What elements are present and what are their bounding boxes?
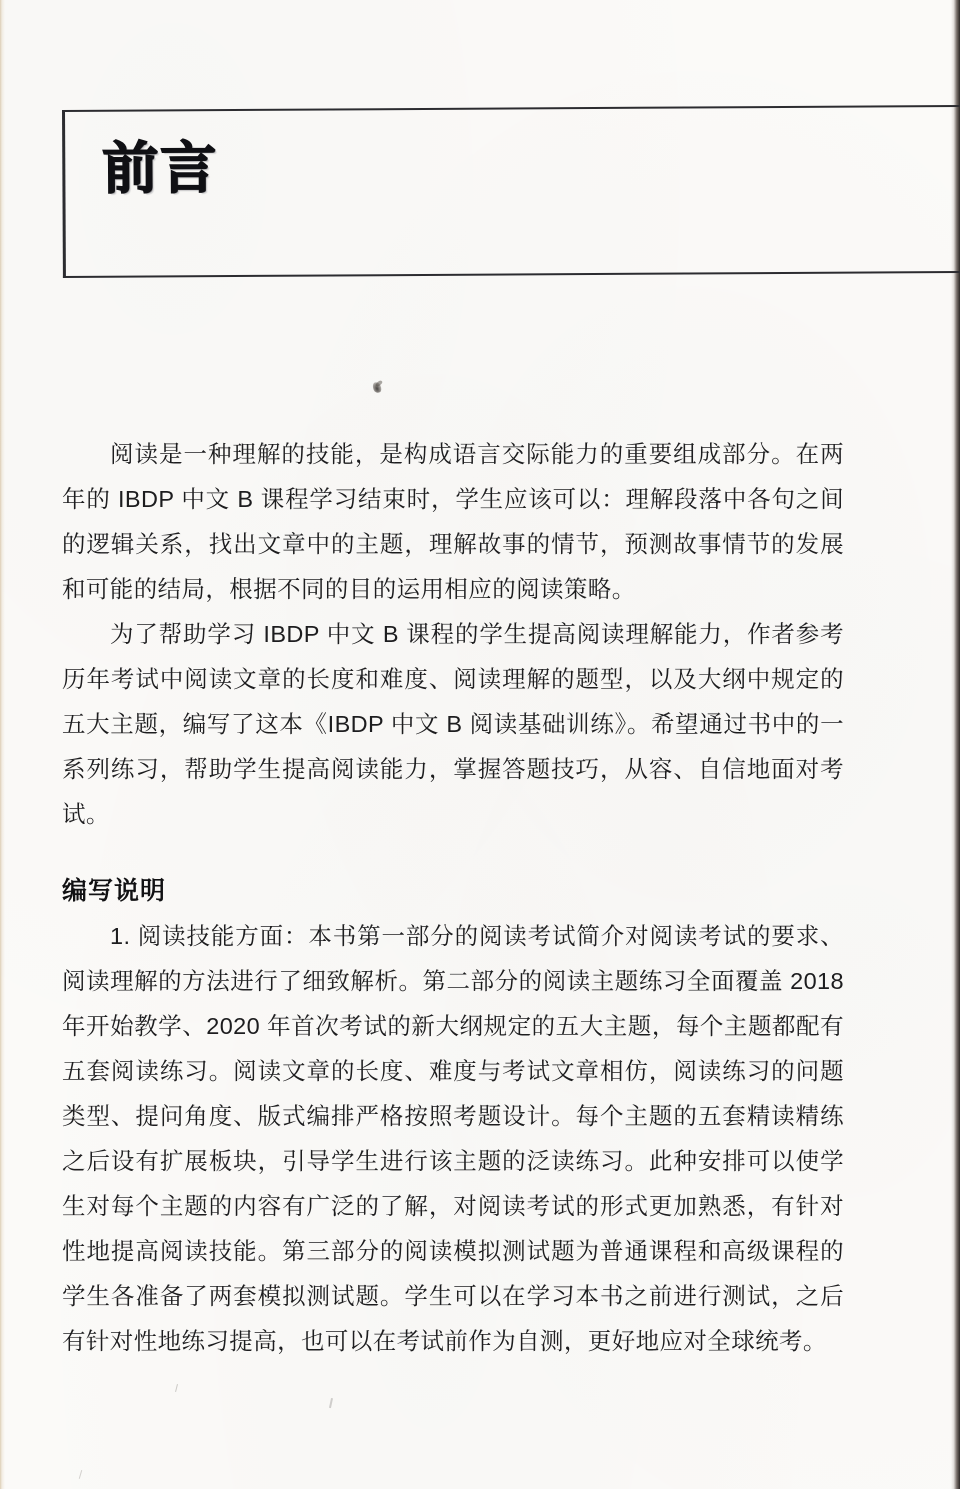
banner-border-left bbox=[62, 110, 66, 278]
banner-border-bottom bbox=[63, 271, 960, 278]
section-heading-editorial-notes: 编写说明 bbox=[62, 877, 167, 905]
title-banner bbox=[62, 105, 960, 278]
ink-smudge-blob bbox=[371, 381, 383, 394]
scan-speck bbox=[329, 1398, 333, 1408]
scan-edge-left bbox=[0, 0, 5, 1489]
preface-paragraph-2: 为了帮助学习 IBDP 中文 B 课程的学生提高阅读理解能力，作者参考历年考试中阅读文章的长度和难度、阅读理解的题型，以及大纲中规定的五大主题，编写了这本《IBDP 中文 B 阅读基础训练》。希望通过书中的一系列练习，帮助学生提高阅读能力，掌握答题技巧，从容、自信地面对考试。 bbox=[62, 621, 844, 827]
preface-paragraph-1: 阅读是一种理解的技能，是构成语言交际能力的重要组成部分。在两年的 IBDP 中文 B 课程学习结束时，学生应该可以：理解段落中各句之间的逻辑关系，找出文章中的主题，理解故事的情节，预测故事情节的发展和可能的结局，根据不同的目的运用相应的阅读策略。 bbox=[62, 441, 844, 602]
scan-speck bbox=[79, 1470, 83, 1479]
body-text-column bbox=[62, 432, 844, 1364]
scan-speck bbox=[175, 1384, 178, 1392]
editorial-note-item-1: 1. 阅读技能方面：本书第一部分的阅读考试简介对阅读考试的要求、阅读理解的方法进行了细致解析。第二部分的阅读主题练习全面覆盖 2018 年开始教学、2020 年首次考试的新大纲规定的五大主题，每个主题都配有五套阅读练习。阅读文章的长度、难度与考试文章相仿，阅读练习的问题类型、提问角度、版式编排严格按照考题设计。每个主题的五套精读精练之后设有扩展板块，引导学生进行该主题的泛读练习。此种安排可以使学生对每个主题的内容有广泛的了解，对阅读考试的形式更加熟悉，有针对性地提高阅读技能。第三部分的阅读模拟测试题为普通课程和高级课程的学生各准备了两套模拟测试题。学生可以在学习本书之前进行测试，之后有针对性地练习提高，也可以在考试前作为自测，更好地应对全球统考。 bbox=[62, 923, 844, 1354]
ink-smudge-tail bbox=[375, 380, 383, 387]
page-title: 前言 bbox=[102, 136, 219, 202]
banner-border-top bbox=[62, 105, 960, 112]
ink-smudge-artifact bbox=[372, 380, 383, 396]
